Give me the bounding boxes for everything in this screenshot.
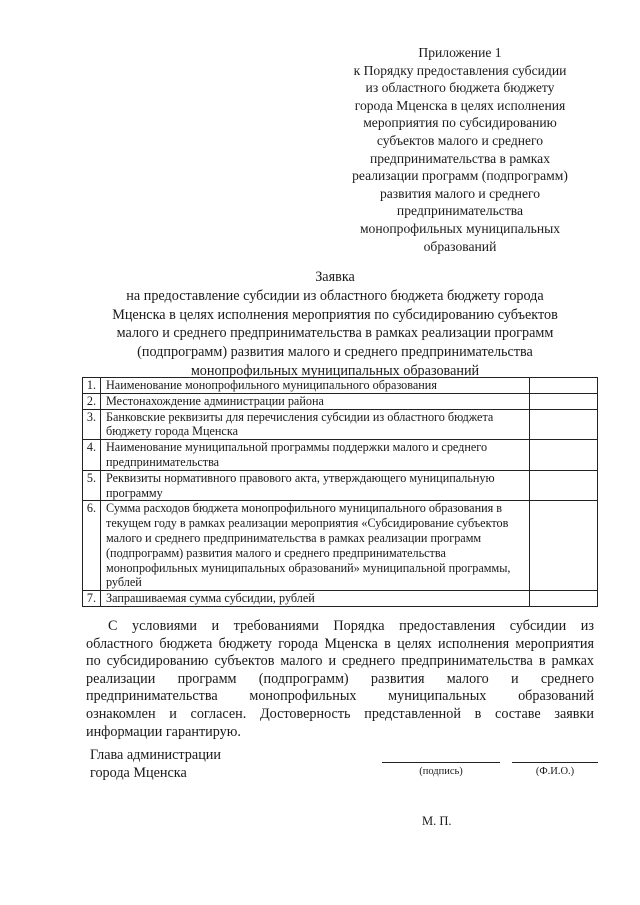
- full-name-caption: (Ф.И.О.): [535, 766, 575, 777]
- appendix-line: образований: [423, 238, 497, 254]
- appendix-line: предпринимательства в рамках: [369, 150, 550, 166]
- table-row: [83, 409, 598, 440]
- application-table: [82, 377, 598, 607]
- row-label: Местонахождение администрации района: [101, 393, 530, 409]
- row-value-cell[interactable]: [530, 470, 598, 501]
- row-label: Реквизиты нормативного правового акта, утверждающего муниципальную программу: [101, 470, 530, 501]
- row-value-cell[interactable]: [530, 501, 598, 591]
- table-row: [83, 501, 598, 591]
- appendix-line: Приложение 1: [418, 45, 502, 60]
- consent-line: ознакомлен и согласен. Достоверность представленной в составе заявки: [86, 705, 594, 722]
- appendix-line: города Мценска в целях исполнения: [354, 97, 566, 113]
- table-row: [83, 378, 598, 394]
- appendix-line: субъектов малого и среднего: [376, 132, 544, 148]
- row-value-cell[interactable]: [530, 409, 598, 440]
- row-label: Запрашиваемая сумма субсидии, рублей: [101, 591, 530, 607]
- row-number: 7.: [83, 591, 101, 607]
- signature-caption: (подпись): [419, 766, 463, 777]
- table-row: [83, 393, 598, 409]
- row-number: 2.: [83, 393, 101, 409]
- signature-field[interactable]: [382, 762, 500, 763]
- consent-line: по субсидированию субъектов малого и среднего предпринимательства в рамках: [86, 653, 594, 670]
- appendix-line: предпринимательства: [396, 203, 524, 219]
- application-subtitle-line: (подпрограмм) развития малого и среднего предпринимательства: [137, 344, 533, 361]
- row-number: 6.: [83, 501, 101, 591]
- row-value-cell[interactable]: [530, 378, 598, 394]
- table-row: [83, 470, 598, 501]
- application-title: Заявка: [315, 269, 355, 285]
- table-row: [83, 591, 598, 607]
- application-subtitle-line: Мценска в целях исполнения мероприятия по субсидированию субъектов: [112, 306, 558, 323]
- row-value-cell[interactable]: [530, 440, 598, 471]
- row-label: Банковские реквизиты для перечисления субсидии из областного бюджета бюджету города Мценска: [101, 409, 530, 440]
- row-label: Наименование монопрофильного муниципального образования: [101, 378, 530, 394]
- row-value-cell[interactable]: [530, 591, 598, 607]
- signatory-line: Глава администрации: [90, 747, 221, 763]
- appendix-line: монопрофильных муниципальных: [359, 220, 561, 236]
- row-value-cell[interactable]: [530, 393, 598, 409]
- row-label: Наименование муниципальной программы поддержки малого и среднего предпринимательства: [101, 440, 530, 471]
- table-row: [83, 440, 598, 471]
- row-number: 1.: [83, 378, 101, 394]
- appendix-line: реализации программ (подпрограмм): [352, 168, 568, 184]
- appendix-line: развития малого и среднего: [379, 185, 541, 201]
- consent-line: реализации программ (подпрограмм) развития малого и среднего: [86, 670, 594, 687]
- appendix-line: мероприятия по субсидированию: [363, 115, 557, 131]
- consent-line: предпринимательства монопрофильных муниципальных образований: [86, 688, 594, 705]
- signatory-position: [90, 747, 221, 782]
- appendix-line: из областного бюджета бюджету: [365, 80, 555, 96]
- application-subtitle-line: малого и среднего предпринимательства в рамках реализации программ: [116, 325, 554, 342]
- application-heading: [70, 268, 600, 381]
- signatory-line: города Мценска: [90, 764, 187, 781]
- consent-line: информации гарантирую.: [86, 723, 241, 740]
- row-number: 3.: [83, 409, 101, 440]
- consent-paragraph: [86, 618, 594, 741]
- application-subtitle-line: на предоставление субсидии из областного бюджета бюджету города: [126, 287, 544, 304]
- row-number: 4.: [83, 440, 101, 471]
- consent-line: областного бюджета бюджету города Мценска в целях исполнения мероприятия: [86, 635, 594, 652]
- full-name-field[interactable]: [512, 762, 598, 763]
- consent-line: С условиями и требованиями Порядка предоставления субсидии из: [108, 618, 594, 634]
- stamp-place-label: М. П.: [422, 814, 452, 828]
- appendix-line: к Порядку предоставления субсидии: [353, 62, 567, 78]
- appendix-header: [330, 44, 590, 255]
- row-number: 5.: [83, 470, 101, 501]
- application-subtitle-line: монопрофильных муниципальных образований: [190, 362, 480, 379]
- row-label: Сумма расходов бюджета монопрофильного муниципального образования в текущем году в рамках реализации мероприятия «Субсидирование субъектов малого и среднего предпринимательства в рамках реализации программ (подпрограмм) развития малого и среднего предпринимательства монопрофильных муниципальных образований» муниципальной программы, рублей: [101, 501, 530, 591]
